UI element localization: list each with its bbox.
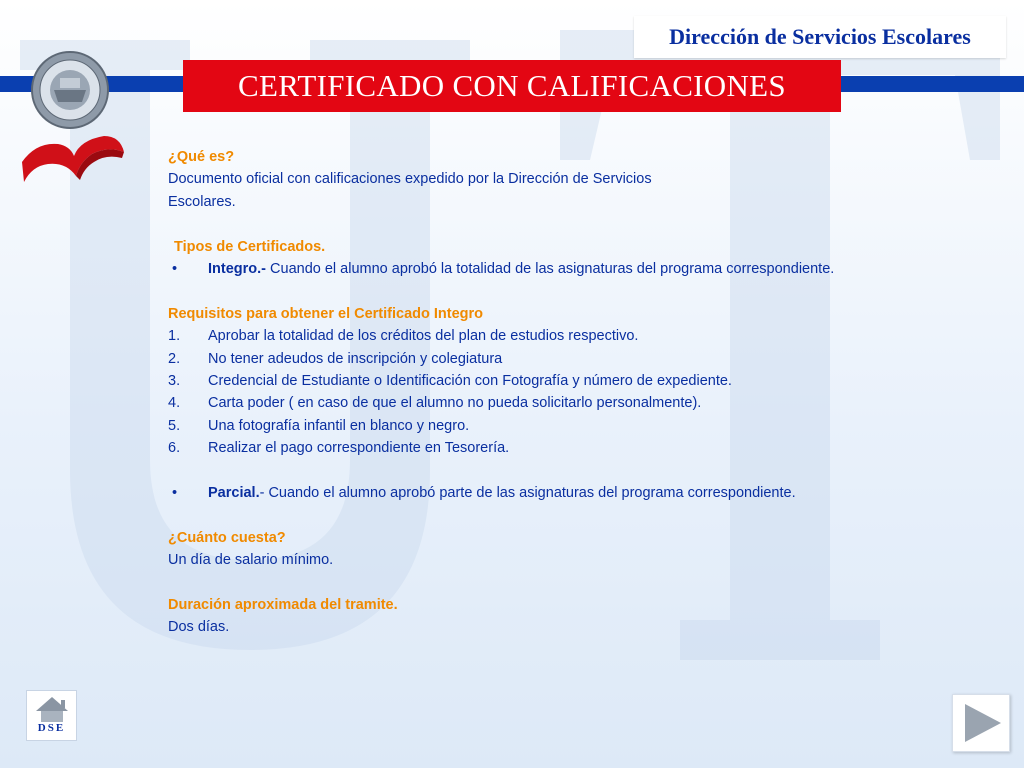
- play-arrow-icon: [953, 695, 1009, 751]
- duration-text: Dos días.: [168, 619, 230, 636]
- cost-heading: ¿Cuánto cuesta?: [168, 529, 286, 546]
- integro-label: Integro.-: [208, 261, 266, 278]
- list-item: [168, 348, 988, 370]
- home-button[interactable]: [26, 690, 77, 741]
- list-number: 4.: [168, 395, 181, 412]
- types-heading: Tipos de Certificados.: [174, 238, 326, 255]
- list-text: Carta poder ( en caso de que el alumno no pueda solicitarlo personalmente).: [208, 395, 702, 412]
- page-title: CERTIFICADO CON CALIFICACIONES: [183, 60, 841, 112]
- list-text: Aprobar la totalidad de los créditos del plan de estudios respectivo.: [208, 328, 639, 345]
- list-number: 6.: [168, 440, 181, 457]
- bullet: •: [172, 261, 178, 278]
- department-label: Dirección de Servicios Escolares: [634, 16, 1006, 58]
- requirements-heading: Requisitos para obtener el Certificado Integro: [168, 305, 484, 322]
- partial-item: [168, 482, 988, 504]
- partial-label: Parcial.: [208, 485, 260, 502]
- red-book-icon: [18, 132, 128, 188]
- what-text-line-2: Escolares.: [168, 193, 236, 210]
- what-text-line-1: Documento oficial con calificaciones expedido por la Dirección de Servicios: [168, 171, 652, 188]
- list-text: Una fotografía infantil en blanco y negro.: [208, 417, 470, 434]
- next-slide-button[interactable]: [952, 694, 1010, 752]
- list-item: [168, 415, 988, 437]
- content-body: [168, 146, 988, 639]
- list-number: 3.: [168, 373, 181, 390]
- list-number: 2.: [168, 350, 181, 367]
- home-icon: [34, 695, 70, 723]
- list-number: 1.: [168, 328, 181, 345]
- home-label: DSE: [37, 722, 66, 734]
- what-heading: ¿Qué es?: [168, 149, 235, 165]
- list-text: No tener adeudos de inscripción y colegiatura: [208, 350, 503, 367]
- bullet: •: [172, 485, 178, 502]
- duration-heading: Duración aproximada del tramite.: [168, 597, 398, 614]
- university-seal-icon: [30, 50, 110, 130]
- list-text: Credencial de Estudiante o Identificación con Fotografía y número de expediente.: [208, 373, 732, 390]
- list-text: Realizar el pago correspondiente en Tesorería.: [208, 440, 510, 457]
- integro-item: [168, 258, 988, 280]
- list-item: [168, 437, 988, 459]
- list-item: [168, 370, 988, 392]
- list-item: [168, 392, 988, 414]
- partial-text: - Cuando el alumno aprobó parte de las asignaturas del programa correspondiente.: [259, 485, 796, 502]
- list-number: 5.: [168, 417, 181, 434]
- list-item: [168, 325, 988, 347]
- cost-text: Un día de salario mínimo.: [168, 552, 334, 569]
- integro-text: Cuando el alumno aprobó la totalidad de las asignaturas del programa correspondiente.: [270, 261, 835, 278]
